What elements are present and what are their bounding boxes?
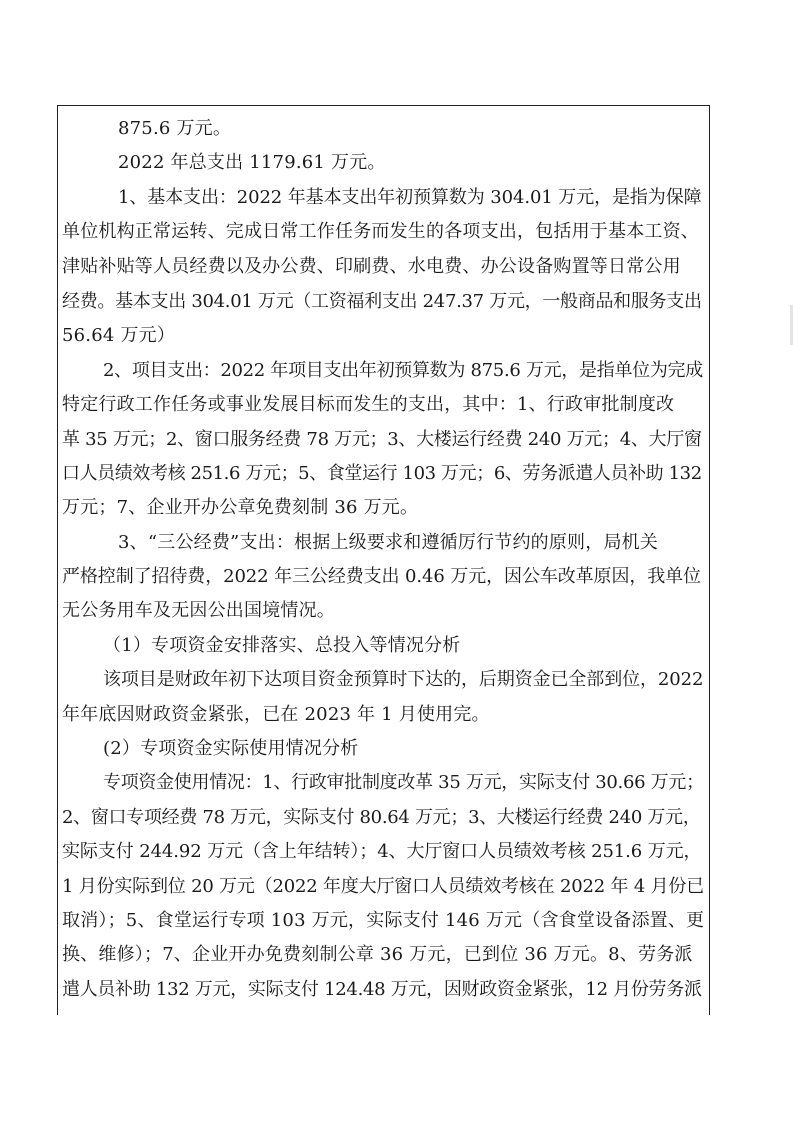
text-line: 专项资金使用情况：1、行政审批制度改革 35 万元，实际支付 30.66 万元；	[103, 772, 704, 793]
text-line: 875.6 万元。	[118, 118, 232, 139]
text-line: 56.64 万元）	[62, 325, 176, 346]
text-line: 严格控制了招待费，2022 年三公经费支出 0.46 万元，因公车改革原因，我单位	[62, 566, 701, 587]
section-heading-1: （1）专项资金安排落实、总投入等情况分析	[103, 635, 461, 656]
text-line: 万元；7、企业开办公章免费刻制 36 万元。	[62, 497, 419, 518]
text-line: 年年底因财政资金紧张，已在 2023 年 1 月使用完。	[62, 704, 490, 725]
text-line: 津贴补贴等人员经费以及办公费、印刷费、水电费、办公设备购置等日常公用	[62, 256, 681, 277]
text-line: 特定行政工作任务或事业发展目标而发生的支出，其中：1、行政审批制度改	[62, 394, 675, 415]
section-heading-2: (2）专项资金实际使用情况分析	[103, 738, 359, 759]
text-line: 取消）；5、食堂运行专项 103 万元，实际支付 146 万元（含食堂设备添置、更	[62, 910, 705, 931]
text-line: 2、窗口专项经费 78 万元，实际支付 80.64 万元；3、大楼运行经费 240 万元，	[62, 807, 701, 828]
paragraph-project-expenditure: 2、项目支出：2022 年项目支出年初预算数为 875.6 万元，是指单位为完成	[103, 360, 703, 381]
paragraph-basic-expenditure: 1、基本支出：2022 年基本支出年初预算数为 304.01 万元，是指为保障	[118, 187, 702, 208]
text-line: 口人员绩效考核 251.6 万元；5、食堂运行 103 万元；6、劳务派遣人员补助 132	[62, 463, 702, 484]
text-line: 1 月份实际到位 20 万元（2022 年度大厅窗口人员绩效考核在 2022 年 4 月份已	[62, 876, 704, 897]
text-line: 实际支付 244.92 万元（含上年结转）；4、大厅窗口人员绩效考核 251.6 万元，	[62, 841, 702, 862]
text-line: 单位机构正常运转、完成日常工作任务而发生的各项支出，包括用于基本工资、	[62, 221, 699, 242]
text-line: 革 35 万元；2、窗口服务经费 78 万元；3、大楼运行经费 240 万元；4、大厅窗	[62, 429, 702, 450]
text-line: 遣人员补助 132 万元，实际支付 124.48 万元，因财政资金紧张，12 月份劳务派	[62, 979, 702, 1000]
text-line: 经费。基本支出 304.01 万元（工资福利支出 247.37 万元，一般商品和服务支出	[62, 291, 702, 312]
paragraph-three-public-expenses: 3、“三公经费”支出：根据上级要求和遵循厉行节约的原则，局机关	[118, 532, 659, 553]
text-line: 2022 年总支出 1179.61 万元。	[118, 152, 386, 173]
text-line: 换、维修）；7、企业开办免费刻制公章 36 万元，已到位 36 万元。8、劳务派	[62, 944, 693, 965]
text-line: 该项目是财政年初下达项目资金预算时下达的，后期资金已全部到位，2022	[103, 669, 704, 690]
text-line: 无公务用车及无因公出国境情况。	[62, 600, 335, 621]
